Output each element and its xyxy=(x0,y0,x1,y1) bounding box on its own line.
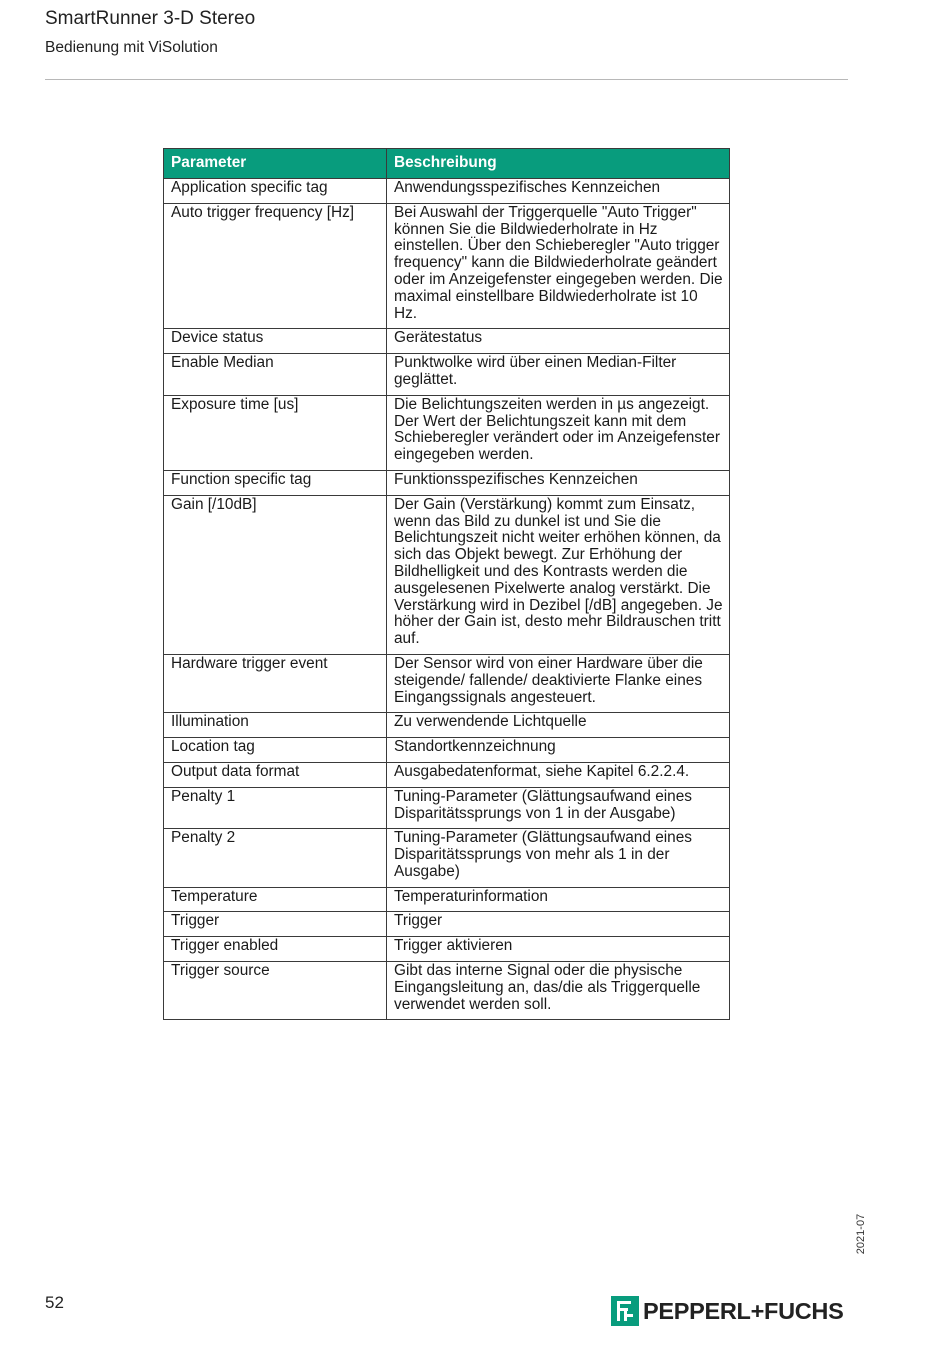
document-title: SmartRunner 3-D Stereo xyxy=(45,8,256,29)
description-cell: Standortkennzeichnung xyxy=(387,738,730,763)
column-header-description: Beschreibung xyxy=(387,149,730,179)
parameter-cell: Enable Median xyxy=(164,354,387,396)
table-body xyxy=(164,179,730,1020)
table-row xyxy=(164,912,730,937)
parameter-table xyxy=(163,148,730,1020)
parameter-cell: Trigger enabled xyxy=(164,937,387,962)
parameter-cell: Location tag xyxy=(164,738,387,763)
table-row xyxy=(164,179,730,204)
header-divider xyxy=(45,79,848,80)
table-row xyxy=(164,713,730,738)
table-row xyxy=(164,654,730,712)
parameter-cell: Trigger xyxy=(164,912,387,937)
parameter-cell: Temperature xyxy=(164,887,387,912)
table-row xyxy=(164,495,730,654)
date-code: 2021-07 xyxy=(855,1213,867,1255)
logo-text: PEPPERL+FUCHS xyxy=(643,1297,844,1324)
description-cell: Bei Auswahl der Triggerquelle "Auto Trigger" können Sie die Bildwiederholrate in Hz einstellen. Über den Schieberegler "Auto trigger frequency" kann die Bildwiederholrate geändert oder im Anzeigefenster eingegeben werden. Die maximal einstellbare Bildwiederholrate ist 10 Hz. xyxy=(387,203,730,329)
description-cell: Gerätestatus xyxy=(387,329,730,354)
parameter-cell: Hardware trigger event xyxy=(164,654,387,712)
logo-glyph-icon xyxy=(611,1296,639,1326)
parameter-cell: Device status xyxy=(164,329,387,354)
table-row xyxy=(164,937,730,962)
column-header-parameter: Parameter xyxy=(164,149,387,179)
description-cell: Gibt das interne Signal oder die physische Eingangsleitung an, das/die als Triggerquelle verwendet werden soll. xyxy=(387,962,730,1020)
table-row xyxy=(164,354,730,396)
page-number: 52 xyxy=(45,1293,64,1312)
table-header-row xyxy=(164,149,730,179)
table-row xyxy=(164,738,730,763)
table-row xyxy=(164,329,730,354)
description-cell: Punktwolke wird über einen Median-Filter geglättet. xyxy=(387,354,730,396)
table-row xyxy=(164,470,730,495)
parameter-cell: Function specific tag xyxy=(164,470,387,495)
description-cell: Funktionsspezifisches Kennzeichen xyxy=(387,470,730,495)
table-row xyxy=(164,887,730,912)
logo-mark-icon xyxy=(611,1296,639,1326)
description-cell: Trigger aktivieren xyxy=(387,937,730,962)
parameter-cell: Trigger source xyxy=(164,962,387,1020)
parameter-cell: Penalty 2 xyxy=(164,829,387,887)
description-cell: Trigger xyxy=(387,912,730,937)
parameter-cell: Exposure time [us] xyxy=(164,395,387,470)
company-logo xyxy=(611,1295,843,1327)
description-cell: Der Sensor wird von einer Hardware über die steigende/ fallende/ deaktivierte Flanke eines Eingangssignals angesteuert. xyxy=(387,654,730,712)
table-row xyxy=(164,203,730,329)
parameter-cell: Penalty 1 xyxy=(164,787,387,829)
parameter-cell: Application specific tag xyxy=(164,179,387,204)
description-cell: Der Gain (Verstärkung) kommt zum Einsatz, wenn das Bild zu dunkel ist und Sie die Belichtungszeit nicht weiter erhöhen können, da sich das Objekt bewegt. Zur Erhöhung der Bildhelligkeit und des Kontrasts werden die ausgelesenen Pixelwerte analog verstärkt. Die Verstärkung wird in Dezibel [/dB] angegeben. Je höher der Gain ist, desto mehr Bildrauschen tritt auf. xyxy=(387,495,730,654)
parameter-cell: Gain [/10dB] xyxy=(164,495,387,654)
description-cell: Anwendungsspezifisches Kennzeichen xyxy=(387,179,730,204)
description-cell: Die Belichtungszeiten werden in µs angezeigt. Der Wert der Belichtungszeit kann mit dem Schieberegler verändert oder im Anzeigefenster eingegeben werden. xyxy=(387,395,730,470)
description-cell: Tuning-Parameter (Glättungsaufwand eines Disparitätssprungs von mehr als 1 in der Ausgabe) xyxy=(387,829,730,887)
table-row xyxy=(164,787,730,829)
description-cell: Tuning-Parameter (Glättungsaufwand eines Disparitätssprungs von 1 in der Ausgabe) xyxy=(387,787,730,829)
table-row xyxy=(164,962,730,1020)
parameter-cell: Auto trigger frequency [Hz] xyxy=(164,203,387,329)
document-subtitle: Bedienung mit ViSolution xyxy=(45,39,218,56)
description-cell: Temperaturinformation xyxy=(387,887,730,912)
table-row xyxy=(164,829,730,887)
parameter-cell: Output data format xyxy=(164,762,387,787)
description-cell: Ausgabedatenformat, siehe Kapitel 6.2.2.4. xyxy=(387,762,730,787)
table-row xyxy=(164,395,730,470)
description-cell: Zu verwendende Lichtquelle xyxy=(387,713,730,738)
parameter-cell: Illumination xyxy=(164,713,387,738)
table-row xyxy=(164,762,730,787)
